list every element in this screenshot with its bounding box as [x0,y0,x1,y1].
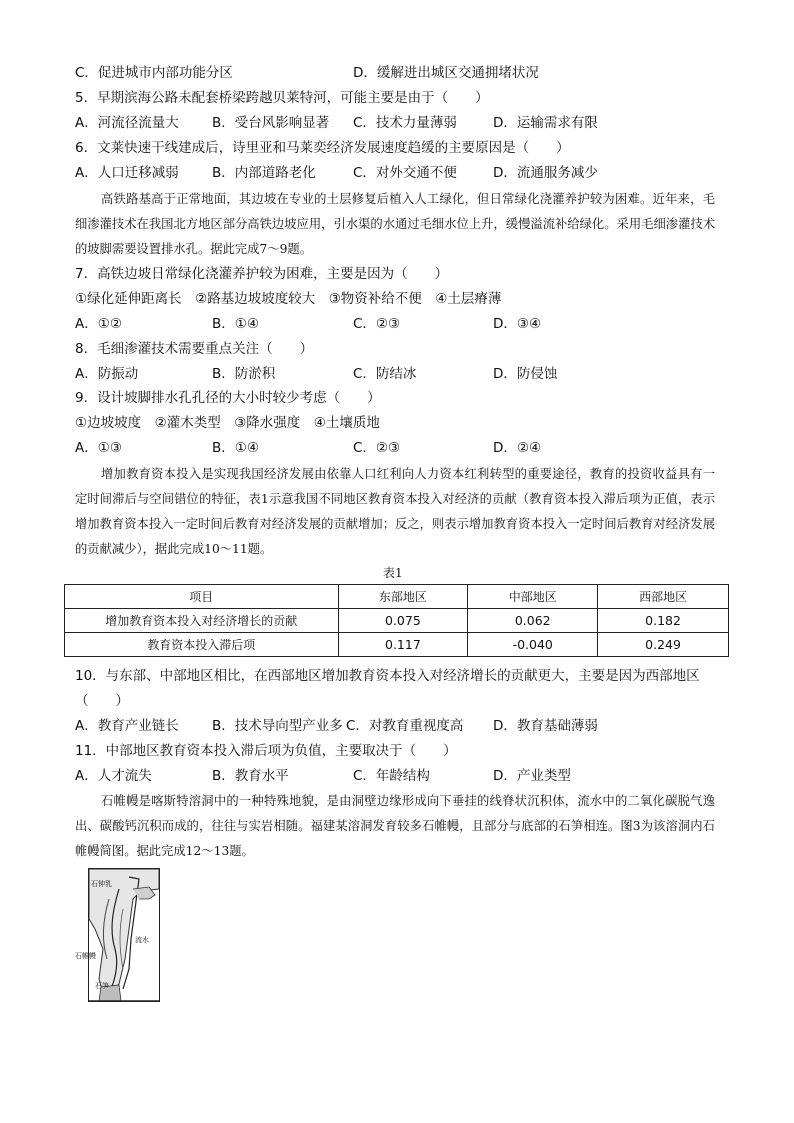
q7-option-b: B．①④ [212,316,259,332]
q11-option-d: D．产业类型 [493,768,571,784]
q7-stem: 7．高铁边坡日常绿化浇灌养护较为困难，主要是因为（ ） [75,266,449,282]
table-cell: 0.117 [338,633,468,657]
passage-text: 石帷幔是喀斯特溶洞中的一种特殊地貌，是由洞壁边缘形成向下垂挂的线脊状沉积体，流水中的二氧化碳脱气逸出、碳酸钙沉积而成的，往往与实岩相随。福建某溶洞发育较多石帷幔，且部分与底部的石笋相连。图3为该溶洞内石帷幔简图。据此完成12～13题。 [75,794,715,858]
q11-stem: 11．中部地区教育资本投入滞后项为负值，主要取决于（ ） [75,743,457,759]
table-row [65,633,729,657]
q6-option-c: C．对外交通不便 [353,165,457,181]
label-stone-curtain: 石帷幔 [75,952,96,960]
table-header: 项目 [65,585,339,609]
q6-option-b: B．内部道路老化 [212,165,316,181]
q4-option-c: C．促进城市内部功能分区 [75,65,233,81]
q7-option-c: C．②③ [353,316,401,332]
table-cell: 0.182 [598,609,729,633]
q9-option-c: C．②③ [353,440,401,456]
q5-option-c: C．技术力量薄弱 [353,115,457,131]
q7-option-d: D．③④ [493,316,542,332]
q8-option-a: A．防振动 [75,366,139,382]
table-header: 中部地区 [468,585,598,609]
passage-stone-curtain [75,789,715,864]
q9-stem: 9．设计坡脚排水孔孔径的大小时较少考虑（ ） [75,390,381,406]
table-caption: 表1 [383,566,403,580]
q5-stem: 5．早期滨海公路未配套桥梁跨越贝莱特河，可能主要是由于（ ） [75,90,489,106]
q10-stem-cont: （ ） [75,693,129,709]
q10-option-d: D．教育基础薄弱 [493,718,598,734]
q9-items: ①边坡坡度 ②灌木类型 ③降水强度 ④土壤质地 [75,415,380,431]
q8-option-d: D．防侵蚀 [493,366,558,382]
q11-option-c: C．年龄结构 [353,768,430,784]
q10-option-b: B．技术导向型产业多 [212,718,343,734]
q10-stem: 10．与东部、中部地区相比，在西部地区增加教育资本投入对经济增长的贡献更大，主要是因为西部地区 [75,668,700,684]
q5-option-d: D．运输需求有限 [493,115,598,131]
table-1 [64,584,729,657]
q7-option-a: A．①② [75,316,122,332]
q11-option-b: B．教育水平 [212,768,289,784]
q7-items: ①绿化延伸距离长 ②路基边坡坡度较大 ③物资补给不便 ④土层瘠薄 [75,291,502,307]
table-cell: 0.075 [338,609,468,633]
passage-text: 增加教育资本投入是实现我国经济发展由依靠人口红利向人力资本红利转型的重要途径，教育的投资收益具有一定时间滞后与空间错位的特征，表1示意我国不同地区教育资本投入对经济的贡献（教育资本投入滞后项为正值，表示增加教育资本投入一定时间后教育对经济发展的贡献增加；反之，则表示增加教育资本投入一定时间后教育对经济发展的贡献减少），据此完成10～11题。 [75,467,715,556]
q10-option-a: A．教育产业链长 [75,718,179,734]
table-header-row [65,585,729,609]
label-stalagmite: 石笋 [95,982,109,990]
passage-education-investment [75,462,715,562]
passage-text: 高铁路基高于正常地面，其边坡在专业的土层修复后植入人工绿化，但日常绿化浇灌养护较为困难。近年来，毛细渗灌技术在我国北方地区部分高铁边坡应用，引水渠的水通过毛细水位上升，缓慢溢流补给绿化。采用毛细渗灌技术的坡脚需要设置排水孔。据此完成7～9题。 [75,192,715,256]
table-cell: 教育资本投入滞后项 [65,633,339,657]
table-cell: 0.062 [468,609,598,633]
q6-option-a: A．人口迁移减弱 [75,165,179,181]
table-cell: -0.040 [468,633,598,657]
table-cell: 0.249 [598,633,729,657]
table-cell: 增加教育资本投入对经济增长的贡献 [65,609,339,633]
q4-option-d: D．缓解进出城区交通拥堵状况 [353,65,539,81]
table-header: 东部地区 [338,585,468,609]
table-header: 西部地区 [598,585,729,609]
q6-stem: 6．文莱快速干线建成后，诗里亚和马莱奕经济发展速度趋缓的主要原因是（ ） [75,140,570,156]
label-stalactite: 石钟乳 [91,880,112,888]
table-row [65,609,729,633]
q10-option-c: C．对教育重视度高 [346,718,464,734]
q9-option-b: B．①④ [212,440,259,456]
q8-stem: 8．毛细渗灌技术需要重点关注（ ） [75,341,314,357]
q8-option-c: C．防结冰 [353,366,417,382]
q6-option-d: D．流通服务减少 [493,165,598,181]
q8-option-b: B．防淤积 [212,366,276,382]
figure-3-cave-diagram [75,868,160,1002]
q5-option-b: B．受台风影响显著 [212,115,330,131]
q9-option-a: A．①③ [75,440,122,456]
q11-option-a: A．人才流失 [75,768,152,784]
q5-option-a: A．河流径流量大 [75,115,179,131]
passage-high-speed-rail [75,187,715,262]
label-flowing-water: 流水 [135,936,149,944]
q9-option-d: D．②④ [493,440,542,456]
